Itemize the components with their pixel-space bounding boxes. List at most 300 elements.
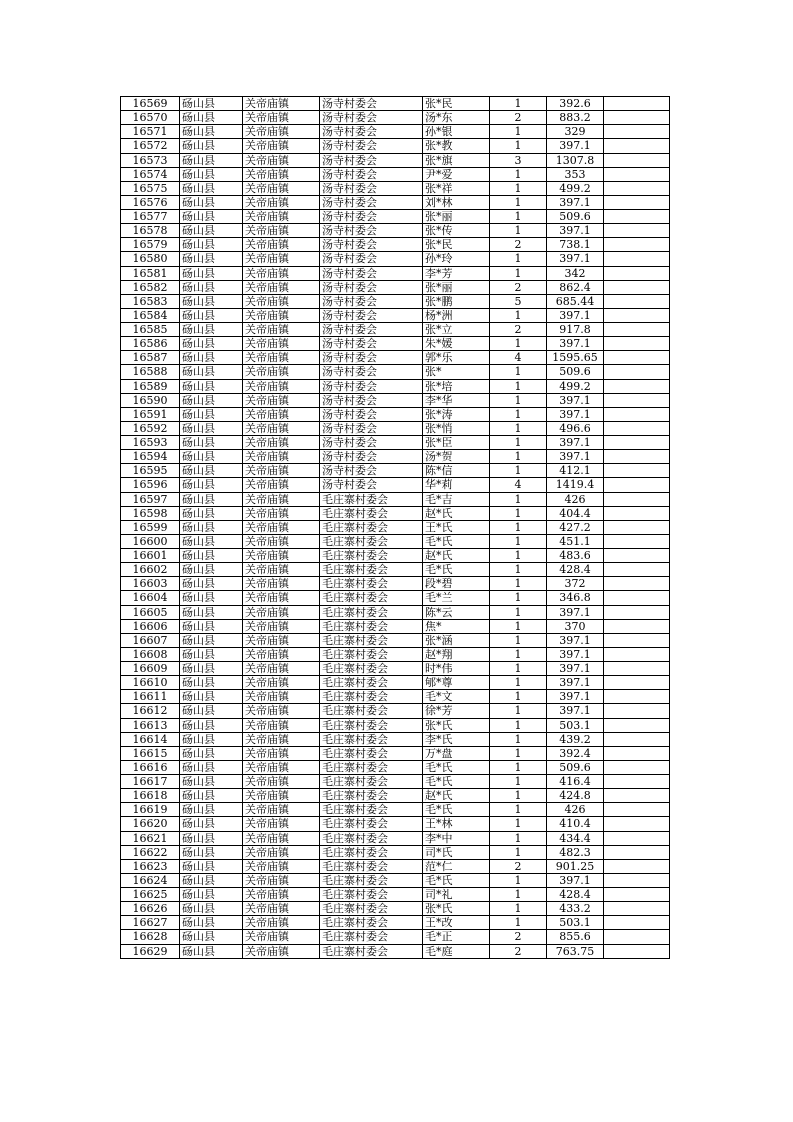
table-row: [121, 859, 670, 873]
blank-cell: [604, 944, 670, 958]
town-cell: 关帝庙镇: [243, 549, 320, 563]
amount-cell: 496.6: [547, 421, 604, 435]
household-size-cell: 1: [490, 139, 547, 153]
blank-cell: [604, 817, 670, 831]
row-number: 16613: [121, 718, 180, 732]
name-cell: 毛*氏: [423, 534, 490, 548]
name-cell: 毛*庭: [423, 944, 490, 958]
village-committee-cell: 毛庄寨村委会: [320, 888, 423, 902]
household-size-cell: 4: [490, 478, 547, 492]
name-cell: 王*氏: [423, 520, 490, 534]
county-cell: 砀山县: [180, 97, 243, 111]
blank-cell: [604, 210, 670, 224]
table-row: [121, 591, 670, 605]
household-size-cell: 2: [490, 930, 547, 944]
household-size-cell: 1: [490, 506, 547, 520]
town-cell: 关帝庙镇: [243, 210, 320, 224]
amount-cell: 428.4: [547, 888, 604, 902]
town-cell: 关帝庙镇: [243, 167, 320, 181]
county-cell: 砀山县: [180, 379, 243, 393]
household-size-cell: 1: [490, 746, 547, 760]
table-row: [121, 294, 670, 308]
county-cell: 砀山县: [180, 478, 243, 492]
household-size-cell: 1: [490, 450, 547, 464]
village-committee-cell: 毛庄寨村委会: [320, 619, 423, 633]
name-cell: 张*旗: [423, 153, 490, 167]
town-cell: 关帝庙镇: [243, 351, 320, 365]
row-number: 16585: [121, 323, 180, 337]
village-committee-cell: 毛庄寨村委会: [320, 506, 423, 520]
table-row: [121, 266, 670, 280]
amount-cell: 404.4: [547, 506, 604, 520]
household-size-cell: 1: [490, 308, 547, 322]
town-cell: 关帝庙镇: [243, 902, 320, 916]
county-cell: 砀山县: [180, 944, 243, 958]
table-row: [121, 450, 670, 464]
village-committee-cell: 毛庄寨村委会: [320, 605, 423, 619]
blank-cell: [604, 153, 670, 167]
row-number: 16605: [121, 605, 180, 619]
amount-cell: 426: [547, 492, 604, 506]
name-cell: 赵*氏: [423, 506, 490, 520]
household-size-cell: 1: [490, 393, 547, 407]
name-cell: 张*丽: [423, 280, 490, 294]
amount-cell: 397.1: [547, 647, 604, 661]
blank-cell: [604, 534, 670, 548]
household-size-cell: 1: [490, 902, 547, 916]
name-cell: 华*莉: [423, 478, 490, 492]
county-cell: 砀山县: [180, 492, 243, 506]
county-cell: 砀山县: [180, 859, 243, 873]
blank-cell: [604, 266, 670, 280]
village-committee-cell: 毛庄寨村委会: [320, 775, 423, 789]
village-committee-cell: 汤寺村委会: [320, 308, 423, 322]
name-cell: 张*民: [423, 238, 490, 252]
household-size-cell: 1: [490, 337, 547, 351]
row-number: 16615: [121, 746, 180, 760]
blank-cell: [604, 549, 670, 563]
blank-cell: [604, 97, 670, 111]
row-number: 16597: [121, 492, 180, 506]
county-cell: 砀山县: [180, 902, 243, 916]
household-size-cell: 1: [490, 633, 547, 647]
town-cell: 关帝庙镇: [243, 619, 320, 633]
name-cell: 张*涵: [423, 633, 490, 647]
table-row: [121, 902, 670, 916]
table-row: [121, 803, 670, 817]
household-size-cell: 4: [490, 351, 547, 365]
blank-cell: [604, 916, 670, 930]
name-cell: 陈*云: [423, 605, 490, 619]
household-size-cell: 1: [490, 916, 547, 930]
amount-cell: 397.1: [547, 676, 604, 690]
county-cell: 砀山县: [180, 337, 243, 351]
blank-cell: [604, 323, 670, 337]
household-size-cell: 2: [490, 238, 547, 252]
amount-cell: 397.1: [547, 436, 604, 450]
village-committee-cell: 毛庄寨村委会: [320, 746, 423, 760]
row-number: 16610: [121, 676, 180, 690]
town-cell: 关帝庙镇: [243, 436, 320, 450]
town-cell: 关帝庙镇: [243, 238, 320, 252]
name-cell: 汤*贺: [423, 450, 490, 464]
town-cell: 关帝庙镇: [243, 845, 320, 859]
amount-cell: 499.2: [547, 181, 604, 195]
blank-cell: [604, 619, 670, 633]
household-size-cell: 1: [490, 803, 547, 817]
table-row: [121, 718, 670, 732]
town-cell: 关帝庙镇: [243, 647, 320, 661]
village-committee-cell: 汤寺村委会: [320, 436, 423, 450]
town-cell: 关帝庙镇: [243, 732, 320, 746]
row-number: 16608: [121, 647, 180, 661]
name-cell: 李*氏: [423, 732, 490, 746]
table-row: [121, 831, 670, 845]
village-committee-cell: 汤寺村委会: [320, 407, 423, 421]
amount-cell: 397.1: [547, 252, 604, 266]
name-cell: 王*林: [423, 817, 490, 831]
town-cell: 关帝庙镇: [243, 308, 320, 322]
row-number: 16589: [121, 379, 180, 393]
row-number: 16594: [121, 450, 180, 464]
household-size-cell: 1: [490, 252, 547, 266]
town-cell: 关帝庙镇: [243, 139, 320, 153]
amount-cell: 424.8: [547, 789, 604, 803]
row-number: 16598: [121, 506, 180, 520]
amount-cell: 397.1: [547, 139, 604, 153]
blank-cell: [604, 139, 670, 153]
blank-cell: [604, 195, 670, 209]
table-row: [121, 888, 670, 902]
village-committee-cell: 汤寺村委会: [320, 210, 423, 224]
amount-cell: 503.1: [547, 916, 604, 930]
county-cell: 砀山县: [180, 775, 243, 789]
amount-cell: 862.4: [547, 280, 604, 294]
table-row: [121, 323, 670, 337]
town-cell: 关帝庙镇: [243, 365, 320, 379]
blank-cell: [604, 633, 670, 647]
blank-cell: [604, 704, 670, 718]
row-number: 16592: [121, 421, 180, 435]
town-cell: 关帝庙镇: [243, 746, 320, 760]
name-cell: 尹*爱: [423, 167, 490, 181]
town-cell: 关帝庙镇: [243, 888, 320, 902]
amount-cell: 397.1: [547, 337, 604, 351]
amount-cell: 738.1: [547, 238, 604, 252]
village-committee-cell: 汤寺村委会: [320, 280, 423, 294]
amount-cell: 397.1: [547, 605, 604, 619]
blank-cell: [604, 280, 670, 294]
amount-cell: 685.44: [547, 294, 604, 308]
village-committee-cell: 汤寺村委会: [320, 266, 423, 280]
village-committee-cell: 毛庄寨村委会: [320, 591, 423, 605]
village-committee-cell: 毛庄寨村委会: [320, 916, 423, 930]
village-committee-cell: 汤寺村委会: [320, 238, 423, 252]
county-cell: 砀山县: [180, 873, 243, 887]
table-row: [121, 563, 670, 577]
name-cell: 毛*氏: [423, 803, 490, 817]
county-cell: 砀山县: [180, 464, 243, 478]
town-cell: 关帝庙镇: [243, 506, 320, 520]
county-cell: 砀山县: [180, 690, 243, 704]
row-number: 16617: [121, 775, 180, 789]
blank-cell: [604, 563, 670, 577]
blank-cell: [604, 591, 670, 605]
village-committee-cell: 汤寺村委会: [320, 294, 423, 308]
household-size-cell: 1: [490, 605, 547, 619]
town-cell: 关帝庙镇: [243, 407, 320, 421]
town-cell: 关帝庙镇: [243, 718, 320, 732]
row-number: 16591: [121, 407, 180, 421]
name-cell: 张*培: [423, 379, 490, 393]
amount-cell: 353: [547, 167, 604, 181]
name-cell: 汤*东: [423, 111, 490, 125]
blank-cell: [604, 718, 670, 732]
amount-cell: 439.2: [547, 732, 604, 746]
town-cell: 关帝庙镇: [243, 676, 320, 690]
row-number: 16593: [121, 436, 180, 450]
table-row: [121, 167, 670, 181]
amount-cell: 427.2: [547, 520, 604, 534]
amount-cell: 397.1: [547, 308, 604, 322]
blank-cell: [604, 930, 670, 944]
town-cell: 关帝庙镇: [243, 873, 320, 887]
county-cell: 砀山县: [180, 704, 243, 718]
village-committee-cell: 毛庄寨村委会: [320, 690, 423, 704]
village-committee-cell: 毛庄寨村委会: [320, 760, 423, 774]
household-size-cell: 1: [490, 873, 547, 887]
county-cell: 砀山县: [180, 817, 243, 831]
amount-cell: 509.6: [547, 760, 604, 774]
table-row: [121, 817, 670, 831]
amount-cell: 342: [547, 266, 604, 280]
county-cell: 砀山县: [180, 308, 243, 322]
amount-cell: 370: [547, 619, 604, 633]
county-cell: 砀山县: [180, 252, 243, 266]
row-number: 16574: [121, 167, 180, 181]
name-cell: 毛*文: [423, 690, 490, 704]
amount-cell: 451.1: [547, 534, 604, 548]
name-cell: 张*祥: [423, 181, 490, 195]
name-cell: 刘*林: [423, 195, 490, 209]
blank-cell: [604, 760, 670, 774]
blank-cell: [604, 181, 670, 195]
name-cell: 焦*: [423, 619, 490, 633]
table-row: [121, 704, 670, 718]
village-committee-cell: 毛庄寨村委会: [320, 944, 423, 958]
county-cell: 砀山县: [180, 605, 243, 619]
county-cell: 砀山县: [180, 365, 243, 379]
household-size-cell: 1: [490, 760, 547, 774]
village-committee-cell: 汤寺村委会: [320, 167, 423, 181]
town-cell: 关帝庙镇: [243, 492, 320, 506]
town-cell: 关帝庙镇: [243, 803, 320, 817]
village-committee-cell: 毛庄寨村委会: [320, 831, 423, 845]
household-size-cell: 5: [490, 294, 547, 308]
row-number: 16618: [121, 789, 180, 803]
row-number: 16616: [121, 760, 180, 774]
amount-cell: 397.1: [547, 704, 604, 718]
village-committee-cell: 汤寺村委会: [320, 337, 423, 351]
household-size-cell: 1: [490, 365, 547, 379]
table-row: [121, 436, 670, 450]
household-size-cell: 1: [490, 563, 547, 577]
name-cell: 张*民: [423, 97, 490, 111]
amount-cell: 483.6: [547, 549, 604, 563]
table-row: [121, 125, 670, 139]
amount-cell: 397.1: [547, 690, 604, 704]
table-row: [121, 153, 670, 167]
table-row: [121, 944, 670, 958]
household-size-cell: 1: [490, 845, 547, 859]
row-number: 16607: [121, 633, 180, 647]
town-cell: 关帝庙镇: [243, 520, 320, 534]
village-committee-cell: 毛庄寨村委会: [320, 492, 423, 506]
blank-cell: [604, 450, 670, 464]
blank-cell: [604, 647, 670, 661]
table-row: [121, 139, 670, 153]
household-size-cell: 1: [490, 167, 547, 181]
household-size-cell: 2: [490, 859, 547, 873]
blank-cell: [604, 577, 670, 591]
town-cell: 关帝庙镇: [243, 125, 320, 139]
town-cell: 关帝庙镇: [243, 195, 320, 209]
village-committee-cell: 毛庄寨村委会: [320, 520, 423, 534]
household-size-cell: 1: [490, 888, 547, 902]
county-cell: 砀山县: [180, 167, 243, 181]
row-number: 16595: [121, 464, 180, 478]
row-number: 16619: [121, 803, 180, 817]
blank-cell: [604, 831, 670, 845]
name-cell: 司*礼: [423, 888, 490, 902]
name-cell: 张*氏: [423, 718, 490, 732]
row-number: 16600: [121, 534, 180, 548]
blank-cell: [604, 407, 670, 421]
blank-cell: [604, 379, 670, 393]
county-cell: 砀山县: [180, 125, 243, 139]
town-cell: 关帝庙镇: [243, 421, 320, 435]
blank-cell: [604, 492, 670, 506]
household-size-cell: 2: [490, 280, 547, 294]
amount-cell: 397.1: [547, 633, 604, 647]
county-cell: 砀山县: [180, 181, 243, 195]
village-committee-cell: 毛庄寨村委会: [320, 930, 423, 944]
table-row: [121, 534, 670, 548]
amount-cell: 397.1: [547, 450, 604, 464]
household-size-cell: 1: [490, 775, 547, 789]
name-cell: 郭*乐: [423, 351, 490, 365]
household-size-cell: 1: [490, 534, 547, 548]
household-size-cell: 1: [490, 210, 547, 224]
row-number: 16580: [121, 252, 180, 266]
county-cell: 砀山县: [180, 888, 243, 902]
county-cell: 砀山县: [180, 563, 243, 577]
county-cell: 砀山县: [180, 139, 243, 153]
name-cell: 范*仁: [423, 859, 490, 873]
name-cell: 杨*洲: [423, 308, 490, 322]
county-cell: 砀山县: [180, 506, 243, 520]
table-row: [121, 549, 670, 563]
name-cell: 司*氏: [423, 845, 490, 859]
town-cell: 关帝庙镇: [243, 633, 320, 647]
table-row: [121, 393, 670, 407]
town-cell: 关帝庙镇: [243, 789, 320, 803]
village-committee-cell: 汤寺村委会: [320, 195, 423, 209]
county-cell: 砀山县: [180, 111, 243, 125]
name-cell: 张*立: [423, 323, 490, 337]
table-row: [121, 789, 670, 803]
amount-cell: 499.2: [547, 379, 604, 393]
table-row: [121, 746, 670, 760]
blank-cell: [604, 125, 670, 139]
blank-cell: [604, 690, 670, 704]
village-committee-cell: 毛庄寨村委会: [320, 647, 423, 661]
blank-cell: [604, 308, 670, 322]
household-size-cell: 2: [490, 944, 547, 958]
town-cell: 关帝庙镇: [243, 534, 320, 548]
table-row: [121, 464, 670, 478]
household-size-cell: 1: [490, 662, 547, 676]
town-cell: 关帝庙镇: [243, 379, 320, 393]
village-committee-cell: 汤寺村委会: [320, 323, 423, 337]
county-cell: 砀山县: [180, 238, 243, 252]
amount-cell: 372: [547, 577, 604, 591]
amount-cell: 428.4: [547, 563, 604, 577]
town-cell: 关帝庙镇: [243, 337, 320, 351]
town-cell: 关帝庙镇: [243, 450, 320, 464]
household-size-cell: 1: [490, 266, 547, 280]
household-size-cell: 1: [490, 831, 547, 845]
county-cell: 砀山县: [180, 930, 243, 944]
county-cell: 砀山县: [180, 534, 243, 548]
name-cell: 张*臣: [423, 436, 490, 450]
row-number: 16614: [121, 732, 180, 746]
amount-cell: 901.25: [547, 859, 604, 873]
village-committee-cell: 毛庄寨村委会: [320, 563, 423, 577]
amount-cell: 509.6: [547, 210, 604, 224]
household-size-cell: 1: [490, 379, 547, 393]
household-size-cell: 1: [490, 549, 547, 563]
village-committee-cell: 汤寺村委会: [320, 97, 423, 111]
household-size-cell: 2: [490, 323, 547, 337]
name-cell: 毛*正: [423, 930, 490, 944]
name-cell: 陈*信: [423, 464, 490, 478]
table-row: [121, 181, 670, 195]
county-cell: 砀山县: [180, 224, 243, 238]
name-cell: 李*华: [423, 393, 490, 407]
table-row: [121, 506, 670, 520]
county-cell: 砀山县: [180, 577, 243, 591]
town-cell: 关帝庙镇: [243, 775, 320, 789]
row-number: 16606: [121, 619, 180, 633]
table-row: [121, 478, 670, 492]
town-cell: 关帝庙镇: [243, 859, 320, 873]
village-committee-cell: 汤寺村委会: [320, 139, 423, 153]
blank-cell: [604, 873, 670, 887]
name-cell: 张*涛: [423, 407, 490, 421]
table-row: [121, 210, 670, 224]
town-cell: 关帝庙镇: [243, 111, 320, 125]
county-cell: 砀山县: [180, 718, 243, 732]
table-row: [121, 676, 670, 690]
county-cell: 砀山县: [180, 520, 243, 534]
village-committee-cell: 毛庄寨村委会: [320, 534, 423, 548]
name-cell: 毛*氏: [423, 760, 490, 774]
name-cell: 毛*氏: [423, 873, 490, 887]
amount-cell: 416.4: [547, 775, 604, 789]
town-cell: 关帝庙镇: [243, 181, 320, 195]
amount-cell: 1307.8: [547, 153, 604, 167]
